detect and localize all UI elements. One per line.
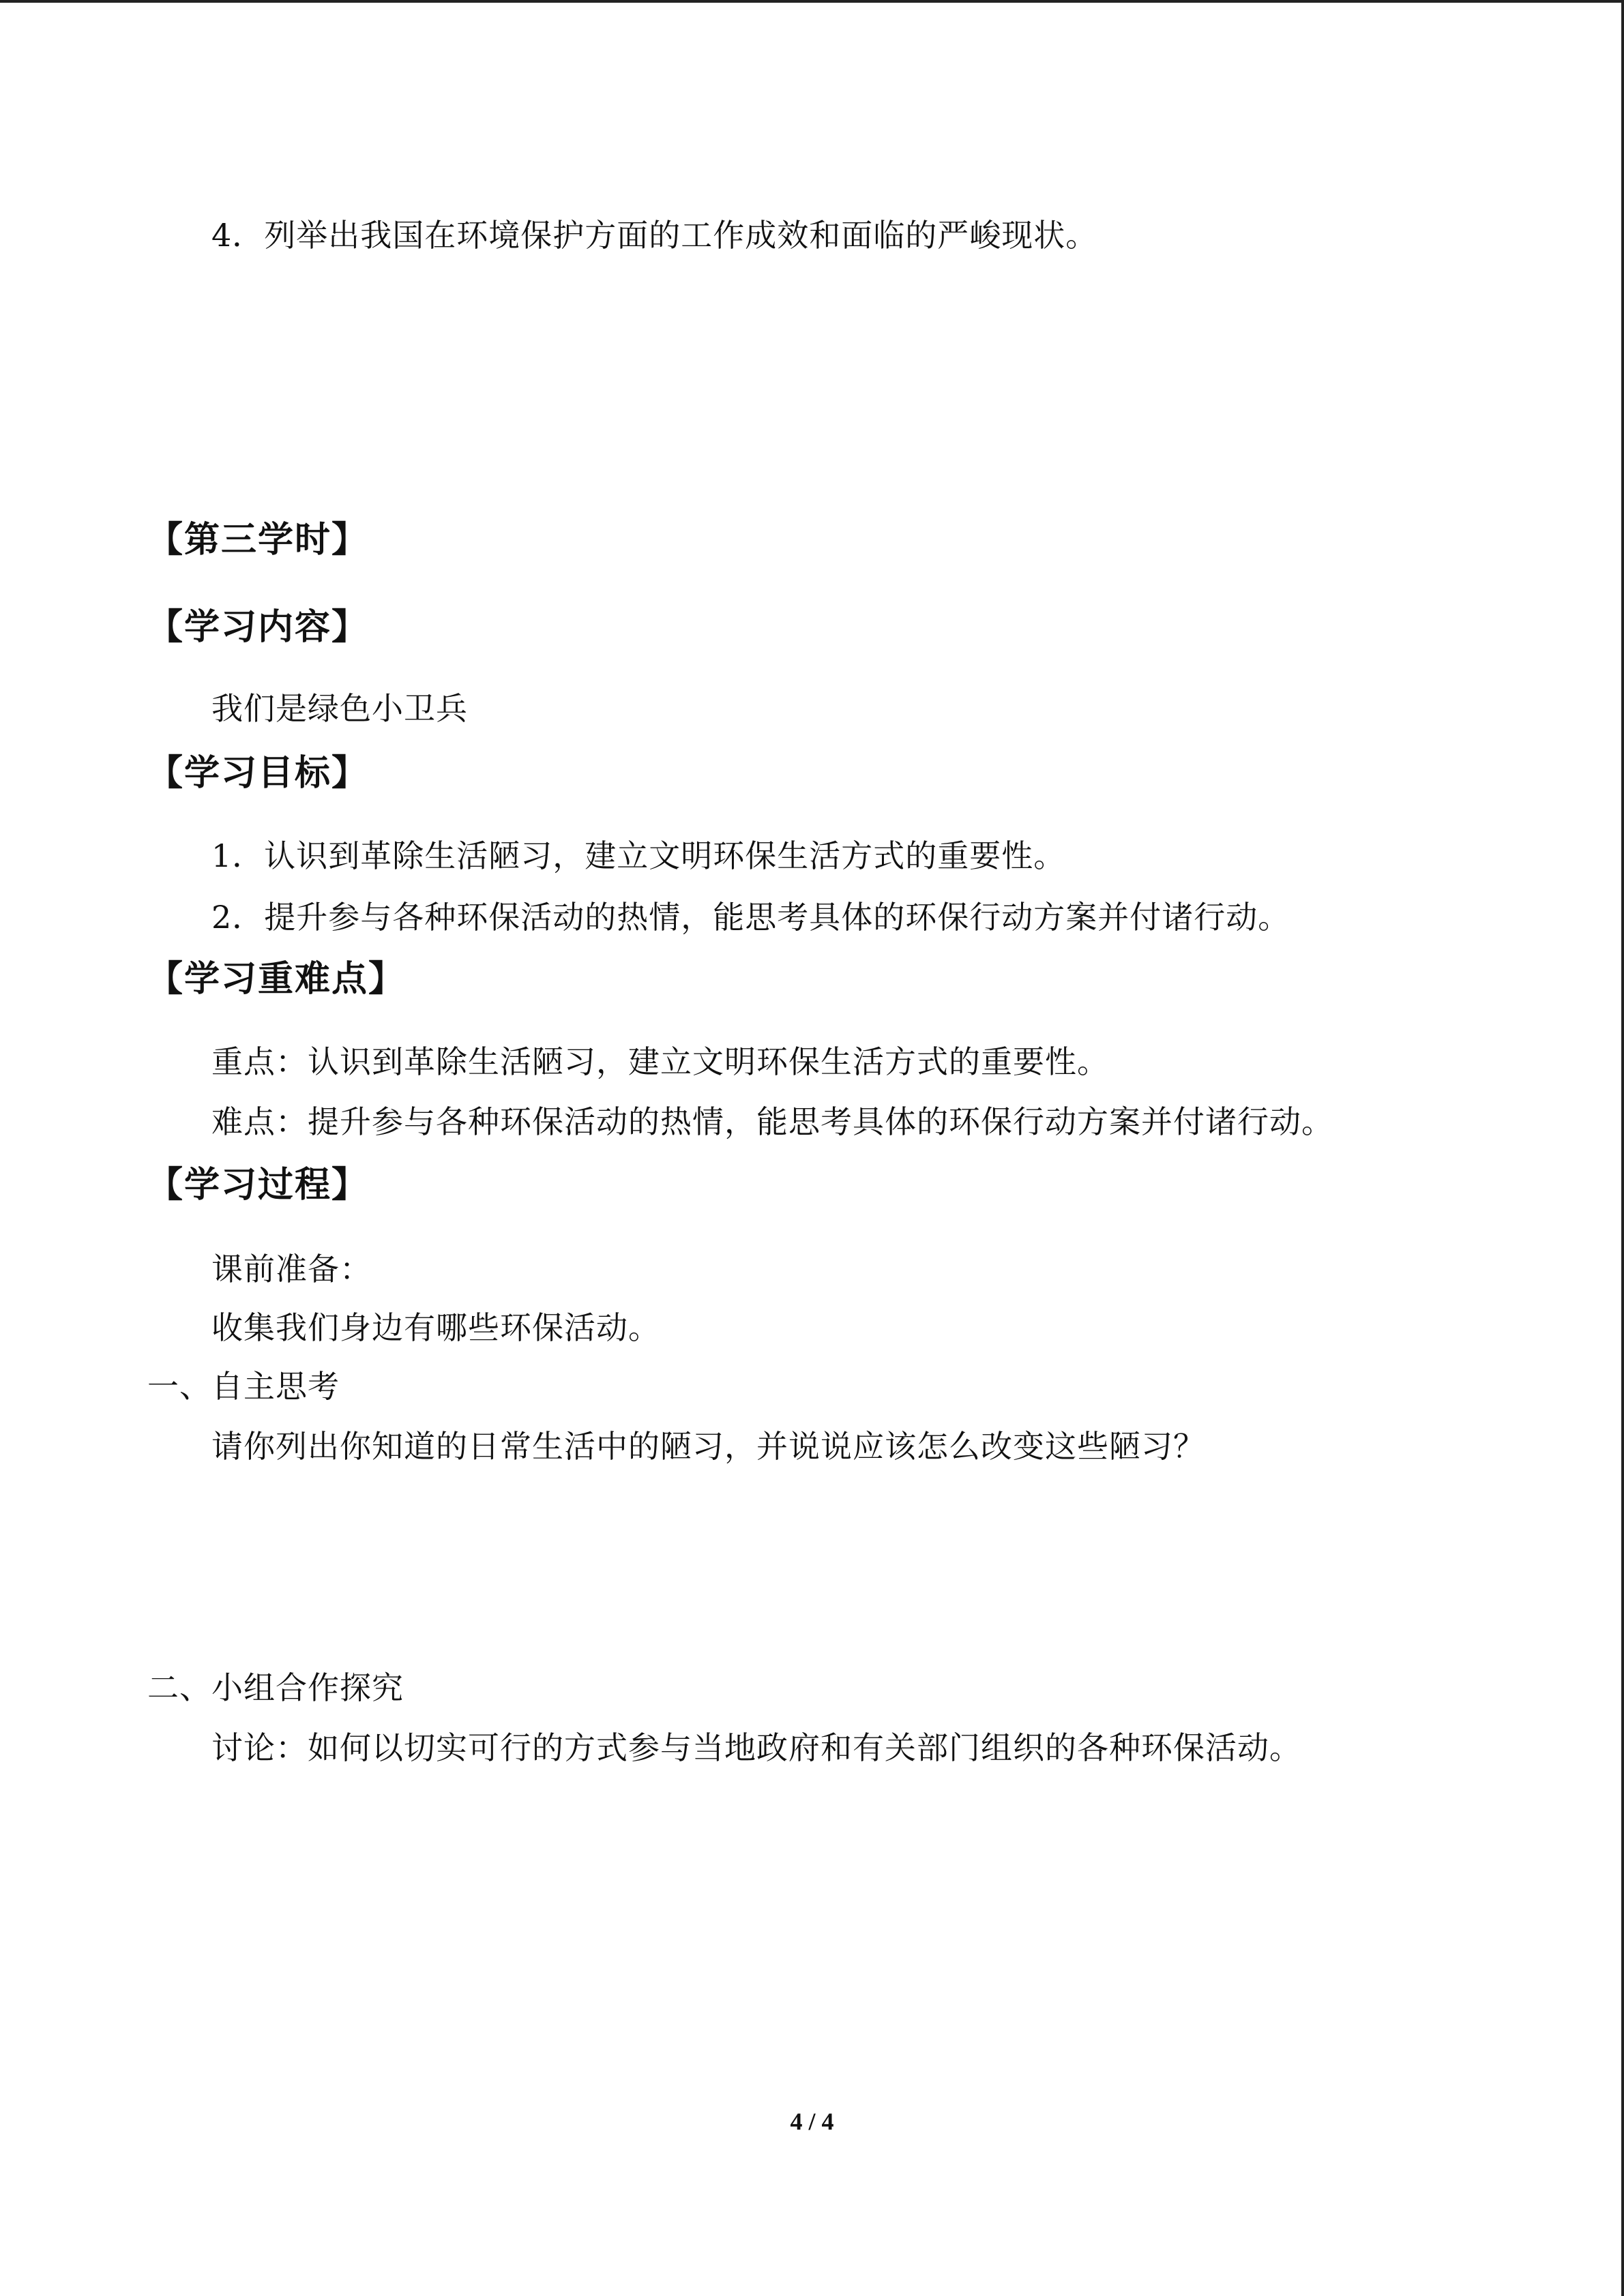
part1-text: 请你列出你知道的日常生活中的陋习，并说说应该怎么改变这些陋习？ (211, 1428, 1205, 1465)
prep-label: 课前准备： (211, 1251, 372, 1287)
difficulty-text: 难点：提升参与各种环保活动的热情，能思考具体的环保行动方案并付诸行动。 (211, 1103, 1333, 1140)
process-heading: 【学习过程】 (147, 1165, 369, 1206)
keypoints-heading: 【学习重难点】 (147, 959, 406, 1000)
part1-heading: 一、自主思考 (147, 1368, 340, 1405)
content-heading: 【学习内容】 (147, 607, 369, 648)
content-text: 我们是绿色小卫兵 (211, 690, 468, 727)
objective-item: 1．认识到革除生活陋习，建立文明环保生活方式的重要性。 (211, 837, 1066, 874)
part2-heading: 二、小组合作探究 (147, 1669, 404, 1706)
prep-text: 收集我们身边有哪些环保活动。 (211, 1309, 660, 1346)
page-number: 4 / 4 (790, 2108, 834, 2135)
keypoint-text: 重点：认识到革除生活陋习，建立文明环保生活方式的重要性。 (211, 1043, 1109, 1080)
list-item-4: 4．列举出我国在环境保护方面的工作成效和面临的严峻现状。 (211, 217, 1098, 254)
objectives-heading: 【学习目标】 (147, 753, 369, 794)
objective-item: 2．提升参与各种环保活动的热情，能思考具体的环保行动方案并付诸行动。 (211, 899, 1290, 936)
part2-text: 讨论：如何以切实可行的方式参与当地政府和有关部门组织的各种环保活动。 (211, 1729, 1301, 1766)
section-title: 【第三学时】 (147, 520, 369, 561)
